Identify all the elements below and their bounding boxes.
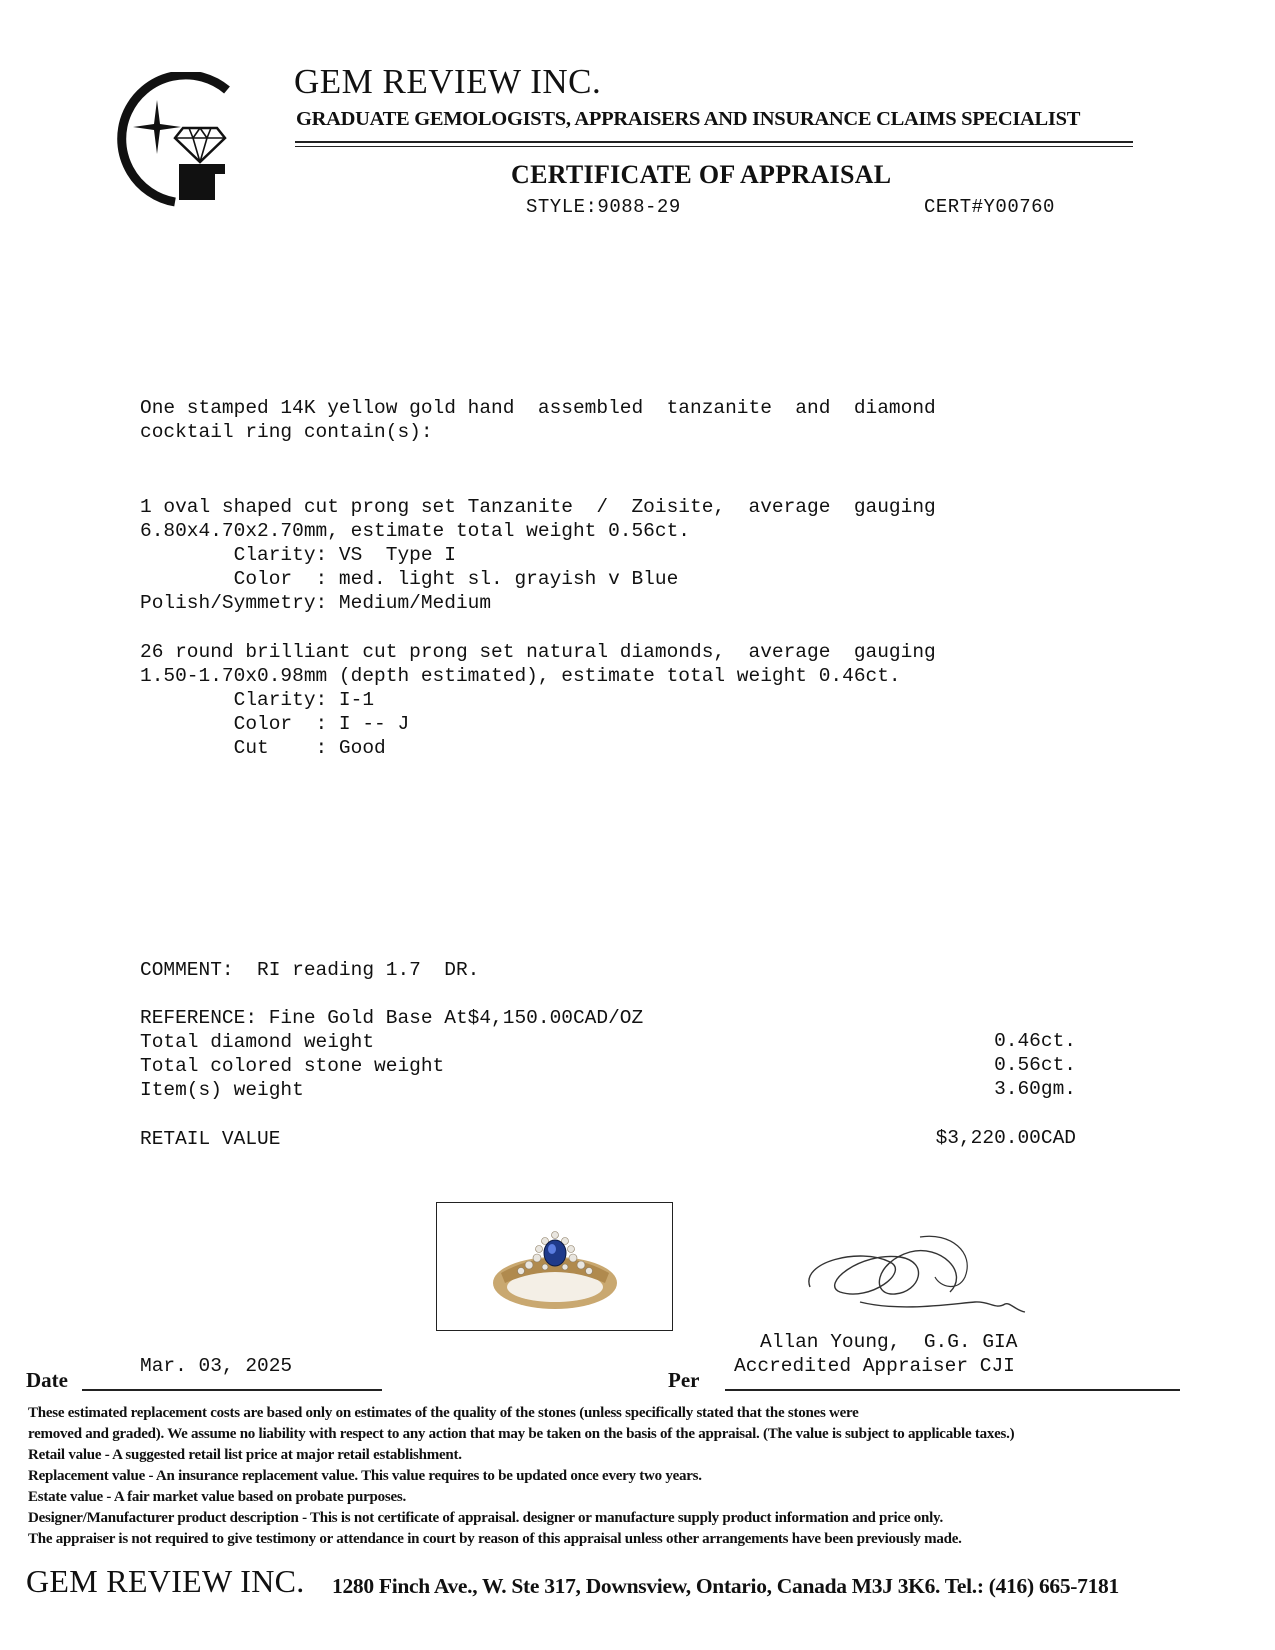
tanzanite-line: 6.80x4.70x2.70mm, estimate total weight 0.56ct. xyxy=(140,520,690,542)
retail-label: RETAIL VALUE xyxy=(140,1128,281,1150)
total-value: 0.46ct. xyxy=(994,1030,1076,1052)
header-rule-thin xyxy=(295,146,1133,147)
disclaimer-line: Estate value - A fair market value based on probate purposes. xyxy=(28,1489,406,1505)
diamonds-line: Color : I -- J xyxy=(140,713,410,735)
disclaimer-line: Designer/Manufacturer product description - This is not certificate of appraisal. designer or manufacture supply product information and price only. xyxy=(28,1510,943,1526)
tanzanite-line: Color : med. light sl. grayish v Blue xyxy=(140,568,679,590)
total-value: 0.56ct. xyxy=(994,1054,1076,1076)
tanzanite-line: Polish/Symmetry: Medium/Medium xyxy=(140,592,492,614)
diamonds-line: 26 round brilliant cut prong set natural diamonds, average gauging xyxy=(140,641,936,663)
retail-value: $3,220.00CAD xyxy=(935,1127,1076,1149)
disclaimer-line: Retail value - A suggested retail list price at major retail establishment. xyxy=(28,1447,462,1463)
company-logo-icon xyxy=(105,72,245,207)
appraiser-name: Allan Young, G.G. GIA xyxy=(760,1331,1018,1353)
reference: REFERENCE: Fine Gold Base At$4,150.00CAD/OZ xyxy=(140,1007,644,1029)
per-label: Per xyxy=(668,1368,700,1392)
ring-photo xyxy=(436,1202,673,1331)
diamonds-line: 1.50-1.70x0.98mm (depth estimated), estimate total weight 0.46ct. xyxy=(140,665,901,687)
footer-address: 1280 Finch Ave., W. Ste 317, Downsview, Ontario, Canada M3J 3K6. Tel.: (416) 665-7181 xyxy=(332,1574,1119,1598)
total-label: Total diamond weight xyxy=(140,1031,375,1053)
tanzanite-line: Clarity: VS Type I xyxy=(140,544,456,566)
disclaimer-line: removed and graded). We assume no liability with respect to any action that may be taken on the basis of the appraisal. (The value is subject to applicable taxes.) xyxy=(28,1426,1015,1442)
diamonds-line: Cut : Good xyxy=(140,737,386,759)
date-label: Date xyxy=(26,1368,68,1392)
header-rule xyxy=(295,141,1133,143)
ring-image-icon xyxy=(437,1203,672,1330)
tanzanite-line: 1 oval shaped cut prong set Tanzanite / Zoisite, average gauging xyxy=(140,496,936,518)
appraiser-title: Accredited Appraiser CJI xyxy=(734,1355,1015,1377)
disclaimer-line: The appraiser is not required to give testimony or attendance in court by reason of this appraisal unless other arrangements have been previously made. xyxy=(28,1531,962,1547)
certificate-title: CERTIFICATE OF APPRAISAL xyxy=(511,160,892,189)
date-value: Mar. 03, 2025 xyxy=(140,1355,293,1377)
company-name: GEM REVIEW INC. xyxy=(294,62,602,101)
per-underline xyxy=(725,1389,1180,1391)
total-label: Item(s) weight xyxy=(140,1079,304,1101)
comment: COMMENT: RI reading 1.7 DR. xyxy=(140,959,480,981)
description-line: One stamped 14K yellow gold hand assembled tanzanite and diamond xyxy=(140,397,936,419)
date-underline xyxy=(82,1389,382,1391)
total-label: Total colored stone weight xyxy=(140,1055,445,1077)
total-value: 3.60gm. xyxy=(994,1078,1076,1100)
disclaimer-line: Replacement value - An insurance replacement value. This value requires to be updated once every two years. xyxy=(28,1468,702,1484)
style-number: STYLE:9088-29 xyxy=(526,196,681,218)
appraiser-signature xyxy=(800,1232,1050,1327)
certificate-number: CERT#Y00760 xyxy=(924,196,1055,218)
company-tagline: GRADUATE GEMOLOGISTS, APPRAISERS AND INSURANCE CLAIMS SPECIALIST xyxy=(296,108,1081,130)
disclaimer-line: These estimated replacement costs are based only on estimates of the quality of the stones (unless specifically stated that the stones were xyxy=(28,1405,859,1421)
diamonds-line: Clarity: I-1 xyxy=(140,689,375,711)
footer-company: GEM REVIEW INC. xyxy=(26,1563,305,1599)
description-line: cocktail ring contain(s): xyxy=(140,421,433,443)
